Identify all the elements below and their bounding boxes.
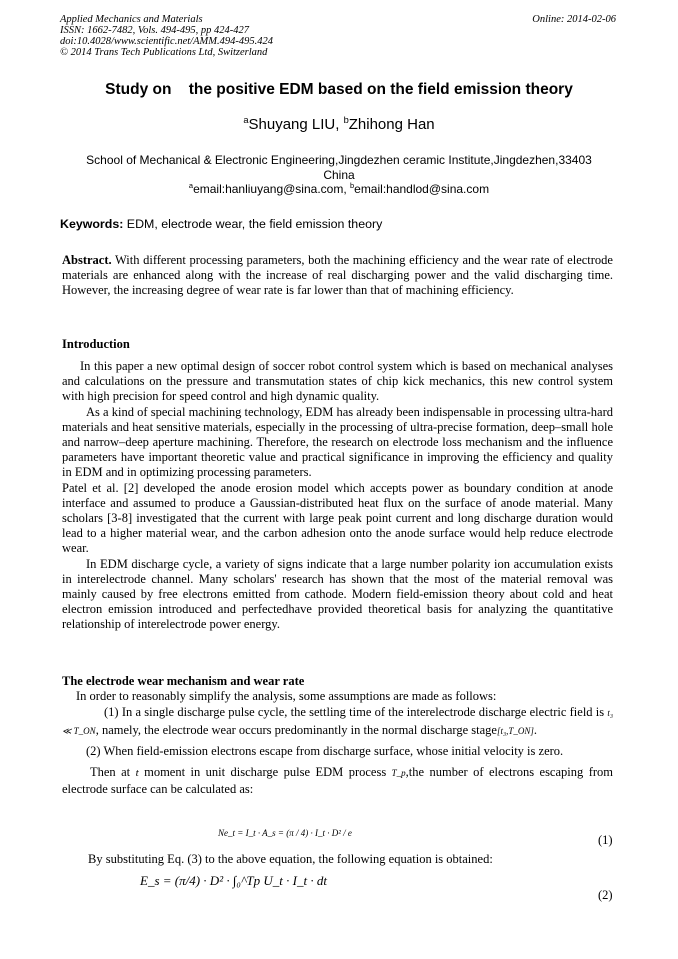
author-b-sup: b: [343, 115, 349, 125]
intro-paragraph-3: Patel et al. [2] developed the anode erosion model which accepts power as boundary condition at anode interface and assumed to produce a Gaussian-distributed heat flux on the surface of anode material. Many scholars [3-8] investigated that the current with large peak point current and long discharge duration would lead to a higher material wear, and the carbon adhesion onto the anode surface would help reduce electrode wear.: [62, 480, 613, 556]
math-tp: T_p: [391, 768, 406, 779]
abstract: [62, 253, 613, 299]
doi-line: doi:10.4028/www.scientific.net/AMM.494-495.424: [60, 36, 273, 47]
email-a-sup: a: [188, 181, 194, 190]
math-t: t: [135, 767, 139, 780]
section2-body: [62, 689, 613, 797]
equation-1: Ne_t = I_t · A_s = (π / 4) · I_t · D² / e: [218, 828, 352, 838]
assumptions-intro: In order to reasonably simplify the analysis, some assumptions are made as follows:: [76, 689, 497, 703]
assumption-1-text-a: (1) In a single discharge pulse cycle, the settling time of the interelectrode discharge electric field is: [104, 705, 608, 720]
equation-2: E_s = (π/4) · D² · ∫₀^Tp U_t · I_t · dt: [140, 873, 327, 888]
assumption-1: [62, 704, 613, 740]
electron-count-intro: [62, 765, 613, 796]
abstract-label: Abstract.: [62, 253, 112, 267]
assumption-1-text-b: , namely, the electrode wear occurs predominantly in the normal discharge stage: [95, 723, 497, 738]
page-header: [60, 14, 616, 58]
issn-line: ISSN: 1662-7482, Vols. 494-495, pp 424-427: [60, 25, 249, 36]
affiliation-line-2: China: [323, 167, 355, 182]
equation-1-number: (1): [598, 833, 613, 847]
copyright-line: © 2014 Trans Tech Publications Ltd, Switzerland: [60, 47, 268, 58]
intro-paragraph-4: In EDM discharge cycle, a variety of signs indicate that a large number polarity ion accumulation exists in interelectrode channel. Many scholars' research has shown that the most of the material removal was mainly caused by free electrons emitted from cathode. Modern field-emission theory about cold and heat electron emission introduced and perfectedhave provided theoretical basis for analyzing the quantitative relationship of interelectrode power energy.: [62, 556, 613, 632]
email-b: email:handlod@sina.com: [354, 182, 490, 196]
author-a-sup: a: [243, 115, 249, 125]
electron-text-b: moment in unit discharge pulse EDM process: [138, 765, 392, 780]
electron-text-c: ,the number of electrons escaping from electrode surface can be calculated as:: [62, 765, 613, 796]
intro-body: [62, 359, 613, 633]
section2-heading: The electrode wear mechanism and wear rate: [62, 674, 305, 688]
assumption-2: (2) When field-emission electrons escape from discharge surface, whose initial velocity is zero.: [86, 744, 564, 759]
intro-heading: Introduction: [62, 337, 130, 351]
journal-name: Applied Mechanics and Materials: [60, 14, 203, 25]
keywords-text: EDM, electrode wear, the field emission theory: [123, 217, 383, 231]
electron-text-a: Then at: [90, 765, 136, 780]
intro-paragraph-1: In this paper a new optimal design of soccer robot control system which is based on mechanical analyses and calculations on the pressure and transmutation states of chip kick mechanics, this new control system with high precision for speed control and high dynamic quality.: [62, 359, 613, 404]
keywords-label: Keywords:: [60, 217, 124, 231]
online-date: Online: 2014-02-06: [532, 14, 616, 25]
substitution-sentence: By substituting Eq. (3) to the above equation, the following equation is obtained:: [88, 852, 493, 866]
intro-paragraph-2: As a kind of special machining technology, EDM has already been indispensable in processing ultra-hard materials and heat sensitive materials, especially in the processing of ultra-precise formation, deep–small hole and narrow–deep aperture machining. Therefore, the research on electrode loss mechanism and the influence parameters have important theoretic value and practical significance in improving the efficiency and quality in EDM and in optimizing processing parameters.: [62, 404, 613, 480]
affiliation: [60, 153, 618, 197]
abstract-text: With different processing parameters, both the machining efficiency and the wear rate of electrode materials are enhanced along with the increase of real discharging power and the valid discharging time. However, the increasing degree of wear rate is far lower than that of machining efficiency.: [62, 253, 613, 298]
equation-2-number: (2): [598, 888, 613, 902]
author-a: Shuyang LIU,: [248, 116, 344, 133]
email-line: [60, 182, 618, 197]
assumption-1-text-c: .: [533, 723, 537, 738]
affiliation-line-1: School of Mechanical & Electronic Engineering,Jingdezhen ceramic Institute,Jingdezhen,33403: [86, 153, 592, 167]
email-a: email:hanliuyang@sina.com,: [193, 182, 350, 196]
author-b: Zhihong Han: [348, 116, 435, 133]
math-t3-ton: t₃ ≪ T_ON: [62, 708, 613, 737]
math-interval: [t₃,T_ON]: [496, 726, 534, 737]
author-list: [0, 116, 678, 133]
keywords: [60, 217, 382, 231]
paper-title: Study on the positive EDM based on the field emission theory: [105, 81, 573, 98]
email-b-sup: b: [350, 181, 355, 190]
